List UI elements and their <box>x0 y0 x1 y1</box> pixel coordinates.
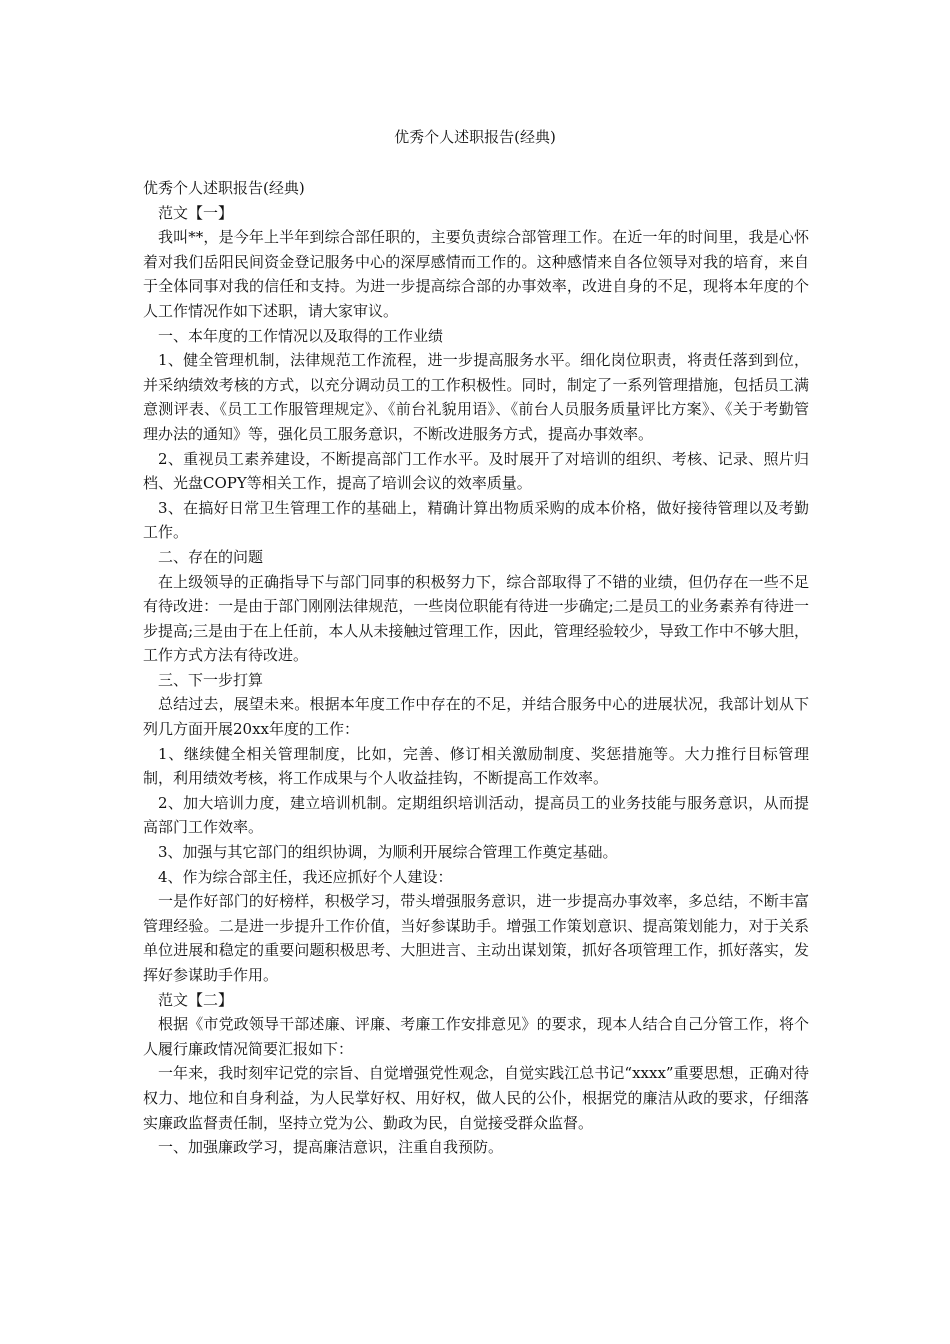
paragraph: 一年来，我时刻牢记党的宗旨、自觉增强党性观念，自觉实践江总书记“xxxx”重要思想，正确对待权力、地位和自身利益，为人民掌好权、用好权，做人民的公仆，根据党的廉洁从政的要求，仔细落实廉政监督责任制，坚持立党为公、勤政为民，自觉接受群众监督。 <box>143 1064 809 1132</box>
paragraph: 2、重视员工素养建设，不断提高部门工作水平。及时展开了对培训的组织、考核、记录、照片归档、光盘COPY等相关工作，提高了培训会议的效率质量。 <box>143 449 809 493</box>
paragraph: 4、作为综合部主任，我还应抓好个人建设： <box>158 867 453 886</box>
paragraph: 1、健全管理机制，法律规范工作流程，进一步提高服务水平。细化岗位职责，将责任落到到位，并采纳绩效考核的方式，以充分调动员工的工作积极性。同时，制定了一系列管理措施，包括员工满意测评表、《员工工作服管理规定》、《前台礼貌用语》、《前台人员服务质量评比方案》、《关于考勤管理办法的通知》等，强化员工服务意识，不断改进服务方式，提高办事效率。 <box>143 351 809 443</box>
document-body <box>143 176 809 1160</box>
section-heading: 一、加强廉政学习，提高廉洁意识，注重自我预防。 <box>158 1138 504 1157</box>
section-heading-sample-one: 范文【一】 <box>158 203 234 222</box>
section-heading-sample-two: 范文【二】 <box>158 990 234 1009</box>
section-heading: 三、下一步打算 <box>158 670 264 689</box>
paragraph: 3、在搞好日常卫生管理工作的基础上，精确计算出物质采购的成本价格，做好接待管理以及考勤工作。 <box>143 498 809 542</box>
section-heading: 二、存在的问题 <box>158 547 264 566</box>
paragraph: 3、加强与其它部门的组织协调，为顺利开展综合管理工作奠定基础。 <box>158 843 618 862</box>
document-title: 优秀个人述职报告(经典) <box>394 128 556 146</box>
section-heading: 一、本年度的工作情况以及取得的工作业绩 <box>158 326 444 345</box>
paragraph: 根据《市党政领导干部述廉、评廉、考廉工作安排意见》的要求，现本人结合自己分管工作，将个人履行廉政情况简要汇报如下： <box>143 1015 809 1058</box>
paragraph: 1、继续健全相关管理制度，比如，完善、修订相关激励制度、奖惩措施等。大力推行目标管理制，利用绩效考核，将工作成果与个人收益挂钩，不断提高工作效率。 <box>143 744 809 788</box>
paragraph: 我叫**，是今年上半年到综合部任职的，主要负责综合部管理工作。在近一年的时间里，我是心怀着对我们岳阳民间资金登记服务中心的深厚感情而工作的。这种感情来自各位领导对我的培育，来自于全体同事对我的信任和支持。为进一步提高综合部的办事效率，改进自身的不足，现将本年度的个人工作情况作如下述职，请大家审议。 <box>143 228 809 320</box>
paragraph: 一是作好部门的好榜样，积极学习，带头增强服务意识，进一步提高办事效率，多总结，不断丰富管理经验。二是进一步提升工作价值，当好参谋助手。增强工作策划意识、提高策划能力，对于关系单位进展和稳定的重要问题积极思考、大胆进言、主动出谋划策，抓好各项管理工作，抓好落实，发挥好参谋助手作用。 <box>143 892 809 984</box>
paragraph: 2、加大培训力度，建立培训机制。定期组织培训活动，提高员工的业务技能与服务意识，从而提高部门工作效率。 <box>143 793 809 837</box>
paragraph: 在上级领导的正确指导下与部门同事的积极努力下，综合部取得了不错的业绩，但仍存在一些不足有待改进：一是由于部门刚刚法律规范，一些岗位职能有待进一步确定;二是员工的业务素养有待进一步提高;三是由于在上任前，本人从未接触过管理工作，因此，管理经验较少，导致工作中不够大胆，工作方式方法有待改进。 <box>143 572 809 665</box>
doc-subtitle: 优秀个人述职报告(经典) <box>143 179 305 197</box>
paragraph: 总结过去，展望未来。根据本年度工作中存在的不足，并结合服务中心的进展状况，我部计划从下列几方面开展20xx年度的工作： <box>143 695 809 739</box>
